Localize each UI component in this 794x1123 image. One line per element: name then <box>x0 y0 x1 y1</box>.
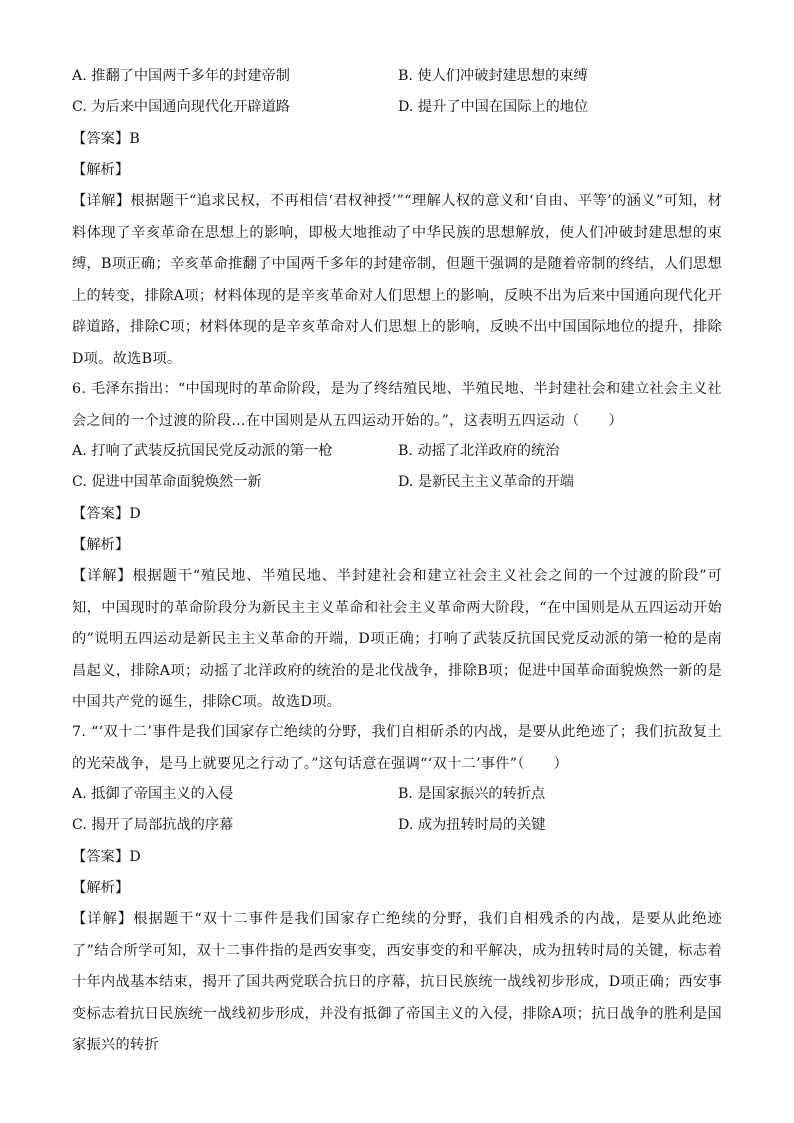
q5-option-c: C. 为后来中国通向现代化开辟道路 <box>72 99 290 115</box>
q6-option-d: D. 是新民主主义革命的开端 <box>398 474 574 490</box>
q5-answer: 【答案】B <box>72 131 140 147</box>
q5-option-d: D. 提升了中国在国际上的地位 <box>398 99 589 115</box>
q5-option-a: A. 推翻了中国两千多年的封建帝制 <box>72 68 290 84</box>
q7-detail: 【详解】根据题干“双十二事件是我们国家存亡绝续的分野，我们自相残杀的内战，是要从此绝迹了”结合所学可知，双十二事件指的是西安事变，西安事变的和平解决，成为扭转时局的关键，标志着十年内战基本结束，揭开了国共两党联合抗日的序幕，抗日民族统一战线初步形成，D项正确；西安事变标志着抗日民族统一战线初步形成，并没有抵御了帝国主义的入侵，排除A项；抗日战争的胜利是国家振兴的转折 <box>72 911 722 1053</box>
q7-option-d: D. 成为扭转时局的关键 <box>398 817 546 833</box>
q6-detail: 【详解】根据题干“殖民地、半殖民地、半封建社会和建立社会主义社会之间的一个过渡的阶段”可知，中国现时的革命阶段分为新民主主义革命和社会主义革命两大阶段，“在中国则是从五四运动开始的”说明五四运动是新民主主义革命的开端，D项正确；打响了武装反抗国民党反动派的第一枪的是南昌起义，排除A项；动摇了北洋政府的统治的是北伐战争，排除B项；促进中国革命面貌焕然一新的是中国共产党的诞生，排除C项。故选D项。 <box>72 568 722 710</box>
q7-option-c: C. 揭开了局部抗战的序幕 <box>72 817 234 833</box>
q7-option-b: B. 是国家振兴的转折点 <box>398 786 546 802</box>
q6-answer: 【答案】D <box>72 506 141 522</box>
q6-option-b: B. 动摇了北洋政府的统治 <box>398 443 560 459</box>
q6-stem: 6. 毛泽东指出：“中国现时的革命阶段，是为了终结殖民地、半殖民地、半封建社会和建立社会主义社会之间的一个过渡的阶段…在中国则是从五四运动开始的。”，这表明五四运动（ ） <box>72 381 722 429</box>
q6-option-c: C. 促进中国革命面貌焕然一新 <box>72 474 262 490</box>
q5-option-b: B. 使人们冲破封建思想的束缚 <box>398 68 588 84</box>
q6-option-a: A. 打响了武装反抗国民党反动派的第一枪 <box>72 443 333 459</box>
q7-option-a: A. 抵御了帝国主义的入侵 <box>72 786 234 802</box>
q5-detail: 【详解】根据题干“追求民权，不再相信‘君权神授’”“理解人权的意义和‘自由、平等’的涵义”可知，材料体现了辛亥革命在思想上的影响，即极大地推动了中华民族的思想解放，使人们冲破封建思想的束缚，B项正确；辛亥革命推翻了中国两千多年的封建帝制，但题干强调的是随着帝制的终结，人们思想上的转变，排除A项；材料体现的是辛亥革命对人们思想上的影响，反映不出为后来中国通向现代化开辟道路，排除C项；材料体现的是辛亥革命对人们思想上的影响，反映不出中国国际地位的提升，排除D项。故选B项。 <box>72 193 722 367</box>
q7-analysis-label: 【解析】 <box>72 880 130 896</box>
q5-analysis-label: 【解析】 <box>72 162 130 178</box>
q7-stem: 7. “‘双十二’事件是我们国家存亡绝续的分野，我们自相斫杀的内战，是要从此绝迹了；我们抗敌复土的光荣战争，是马上就要见之行动了。”这句话意在强调“‘双十二’事件”（ ） <box>72 724 722 772</box>
q7-answer: 【答案】D <box>72 849 141 865</box>
q6-analysis-label: 【解析】 <box>72 537 130 553</box>
